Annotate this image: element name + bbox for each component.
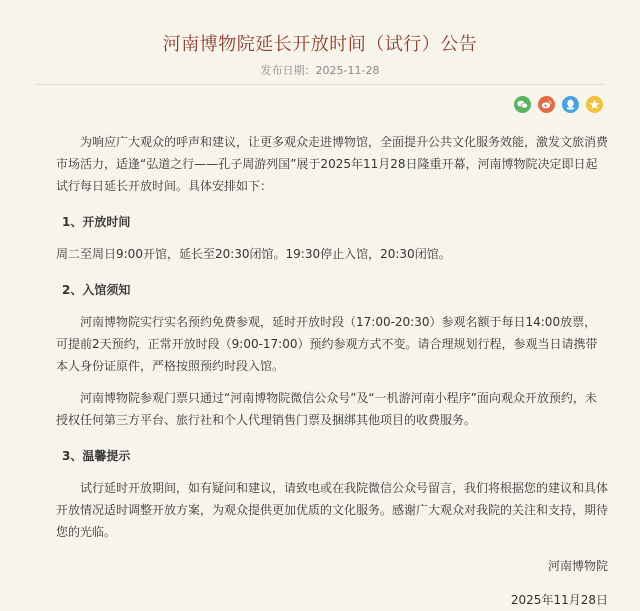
publish-date: 发布日期：2025-11-28	[260, 64, 380, 77]
entry-notice-paragraph-2: 河南博物院参观门票只通过“河南博物院微信公众号”及“一机游河南小程序”面向观众开放预约，未授权任何第三方平台、旅行社和个人代理销售门票及捆绑其他项目的收费服务。	[56, 391, 597, 427]
opening-hours-text: 周二至周日9:00开馆，延长至20:30闭馆。19:30停止入馆，20:30闭馆。	[56, 247, 451, 261]
favorite-icon[interactable]	[586, 96, 603, 113]
qq-icon[interactable]	[562, 96, 579, 113]
intro-paragraph: 为响应广大观众的呼声和建议，让更多观众走进博物馆，全面提升公共文化服务效能，激发文旅消费市场活力，适逢“弘道之行——孔子周游列国”展于2025年11月28日隆重开幕，河南博物院决定即日起试行每日延长开放时间。具体安排如下：	[56, 135, 609, 193]
section-heading-reminder: 3、温馨提示	[62, 449, 131, 463]
announcement-body	[56, 131, 608, 611]
page-title: 河南博物院延长开放时间（试行）公告	[162, 34, 478, 55]
signature: 河南博物院	[547, 559, 608, 573]
reminder-paragraph: 试行延时开放期间，如有疑问和建议，请致电或在我院微信公众号留言，我们将根据您的建议和具体开放情况适时调整开放方案，为观众提供更加优质的文化服务。感谢广大观众对我院的关注和支持，期待您的光临。	[56, 481, 609, 539]
wechat-icon[interactable]	[514, 96, 531, 113]
section-heading-opening-hours: 1、开放时间	[62, 215, 131, 229]
entry-notice-paragraph-1: 河南博物院实行实名预约免费参观，延时开放时段（17:00-20:30）参观名额于每日14:00放票，可提前2天预约，正常开放时段（9:00-17:00）预约参观方式不变。请合理规划行程，参观当日请携带本人身份证原件，严格按照预约时段入馆。	[56, 315, 598, 373]
signature-date: 2025年11月28日	[510, 593, 608, 607]
share-bar	[514, 96, 603, 113]
weibo-icon[interactable]	[538, 96, 555, 113]
section-heading-entry-notice: 2、入馆须知	[62, 283, 131, 297]
divider	[36, 84, 604, 85]
